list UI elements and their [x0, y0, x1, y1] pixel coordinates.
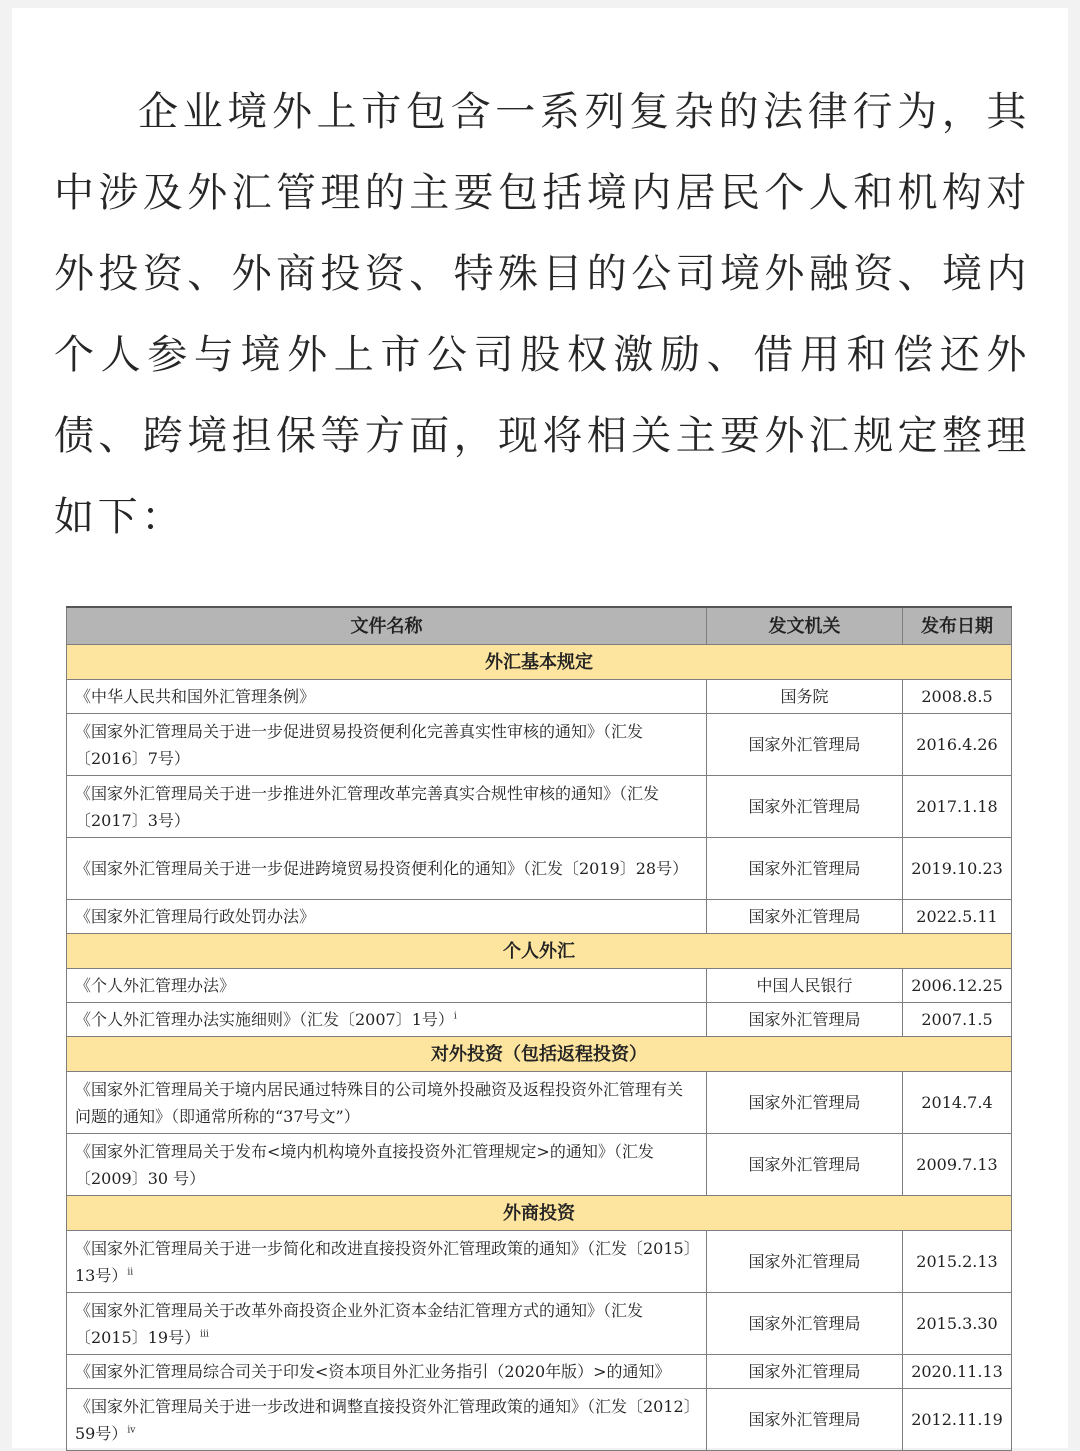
document-name-cell [67, 1231, 707, 1293]
issuing-authority-cell: 国家外汇管理局 [707, 1134, 903, 1196]
release-date-cell: 2015.3.30 [903, 1293, 1012, 1355]
document-name-cell [67, 680, 707, 714]
table-row [67, 1072, 1012, 1134]
document-name: 《国家外汇管理局关于进一步促进跨境贸易投资便利化的通知》（汇发〔2019〕28号） [75, 859, 689, 878]
release-date-cell: 2006.12.25 [903, 969, 1012, 1003]
document-name-cell [67, 1134, 707, 1196]
document-name: 《国家外汇管理局关于进一步促进贸易投资便利化完善真实性审核的通知》（汇发〔2016〕7号） [75, 721, 644, 768]
section-row [67, 1037, 1012, 1072]
issuing-authority-cell: 中国人民银行 [707, 969, 903, 1003]
footnote-marker: i [453, 1011, 457, 1022]
release-date-cell: 2016.4.26 [903, 714, 1012, 776]
table-row [67, 1293, 1012, 1355]
document-name: 《国家外汇管理局关于改革外商投资企业外汇资本金结汇管理方式的通知》（汇发〔2015〕19号） [75, 1300, 644, 1347]
table-row [67, 838, 1012, 900]
table-row [67, 1355, 1012, 1389]
section-title: 外商投资 [67, 1196, 1012, 1231]
issuing-authority-cell: 国家外汇管理局 [707, 1231, 903, 1293]
table-row [67, 900, 1012, 934]
section-row [67, 1196, 1012, 1231]
header-release-date: 发布日期 [903, 607, 1012, 645]
document-name: 《国家外汇管理局关于发布<境内机构境外直接投资外汇管理规定>的通知》（汇发〔2009〕30 号） [75, 1141, 654, 1188]
footnote-marker: iv [127, 1425, 136, 1436]
document-name-cell [67, 776, 707, 838]
release-date-cell: 2012.11.19 [903, 1389, 1012, 1451]
table-row [67, 1003, 1012, 1037]
document-name: 《个人外汇管理办法实施细则》（汇发〔2007〕1号） [75, 1010, 454, 1029]
document-page [12, 8, 1068, 1448]
document-name: 《国家外汇管理局综合司关于印发<资本项目外汇业务指引（2020年版）>的通知》 [75, 1362, 671, 1381]
release-date-cell: 2017.1.18 [903, 776, 1012, 838]
issuing-authority-cell: 国家外汇管理局 [707, 838, 903, 900]
table-body [67, 645, 1012, 1451]
section-title: 对外投资（包括返程投资） [67, 1037, 1012, 1072]
section-row [67, 645, 1012, 680]
document-name: 《个人外汇管理办法》 [75, 976, 236, 995]
issuing-authority-cell: 国家外汇管理局 [707, 1293, 903, 1355]
release-date-cell: 2019.10.23 [903, 838, 1012, 900]
release-date-cell: 2022.5.11 [903, 900, 1012, 934]
table-row [67, 1389, 1012, 1451]
release-date-cell: 2008.8.5 [903, 680, 1012, 714]
section-title: 外汇基本规定 [67, 645, 1012, 680]
header-issuing-authority: 发文机关 [707, 607, 903, 645]
table-row [67, 680, 1012, 714]
document-name-cell [67, 1003, 707, 1037]
issuing-authority-cell: 国家外汇管理局 [707, 1072, 903, 1134]
document-name-cell [67, 1389, 707, 1451]
table-row [67, 969, 1012, 1003]
document-name: 《国家外汇管理局行政处罚办法》 [75, 907, 316, 926]
release-date-cell: 2020.11.13 [903, 1355, 1012, 1389]
document-name: 《国家外汇管理局关于境内居民通过特殊目的公司境外投融资及返程投资外汇管理有关问题的通知》（即通常所称的“37号文”） [75, 1079, 684, 1126]
document-name-cell [67, 838, 707, 900]
issuing-authority-cell: 国家外汇管理局 [707, 714, 903, 776]
document-name-cell [67, 1072, 707, 1134]
document-name: 《中华人民共和国外汇管理条例》 [75, 687, 316, 706]
release-date-cell: 2009.7.13 [903, 1134, 1012, 1196]
document-name-cell [67, 900, 707, 934]
document-name-cell [67, 1355, 707, 1389]
document-name: 《国家外汇管理局关于进一步简化和改进直接投资外汇管理政策的通知》（汇发〔2015〕13号） [75, 1238, 692, 1285]
table-row [67, 714, 1012, 776]
table-header-row [67, 607, 1012, 645]
table-row [67, 1134, 1012, 1196]
regulations-table [66, 606, 1012, 1451]
table-row [67, 776, 1012, 838]
issuing-authority-cell: 国家外汇管理局 [707, 1355, 903, 1389]
issuing-authority-cell: 国务院 [707, 680, 903, 714]
footnote-marker: iii [200, 1329, 209, 1340]
issuing-authority-cell: 国家外汇管理局 [707, 900, 903, 934]
footnote-marker: ii [127, 1267, 134, 1278]
issuing-authority-cell: 国家外汇管理局 [707, 1003, 903, 1037]
document-name-cell [67, 714, 707, 776]
release-date-cell: 2015.2.13 [903, 1231, 1012, 1293]
intro-paragraph [54, 72, 1030, 558]
document-name: 《国家外汇管理局关于进一步推进外汇管理改革完善真实合规性审核的通知》（汇发〔2017〕3号） [75, 783, 660, 830]
header-document-name: 文件名称 [67, 607, 707, 645]
issuing-authority-cell: 国家外汇管理局 [707, 776, 903, 838]
table-row [67, 1231, 1012, 1293]
document-name: 《国家外汇管理局关于进一步改进和调整直接投资外汇管理政策的通知》（汇发〔2012〕59号） [75, 1396, 692, 1443]
release-date-cell: 2014.7.4 [903, 1072, 1012, 1134]
release-date-cell: 2007.1.5 [903, 1003, 1012, 1037]
issuing-authority-cell: 国家外汇管理局 [707, 1389, 903, 1451]
document-name-cell [67, 969, 707, 1003]
document-name-cell [67, 1293, 707, 1355]
intro-text: 企业境外上市包含一系列复杂的法律行为，其中涉及外汇管理的主要包括境内居民个人和机构对外投资、外商投资、特殊目的公司境外融资、境内个人参与境外上市公司股权激励、借用和偿还外债、跨境担保等方面，现将相关主要外汇规定整理如下： [54, 89, 1030, 540]
section-row [67, 934, 1012, 969]
section-title: 个人外汇 [67, 934, 1012, 969]
